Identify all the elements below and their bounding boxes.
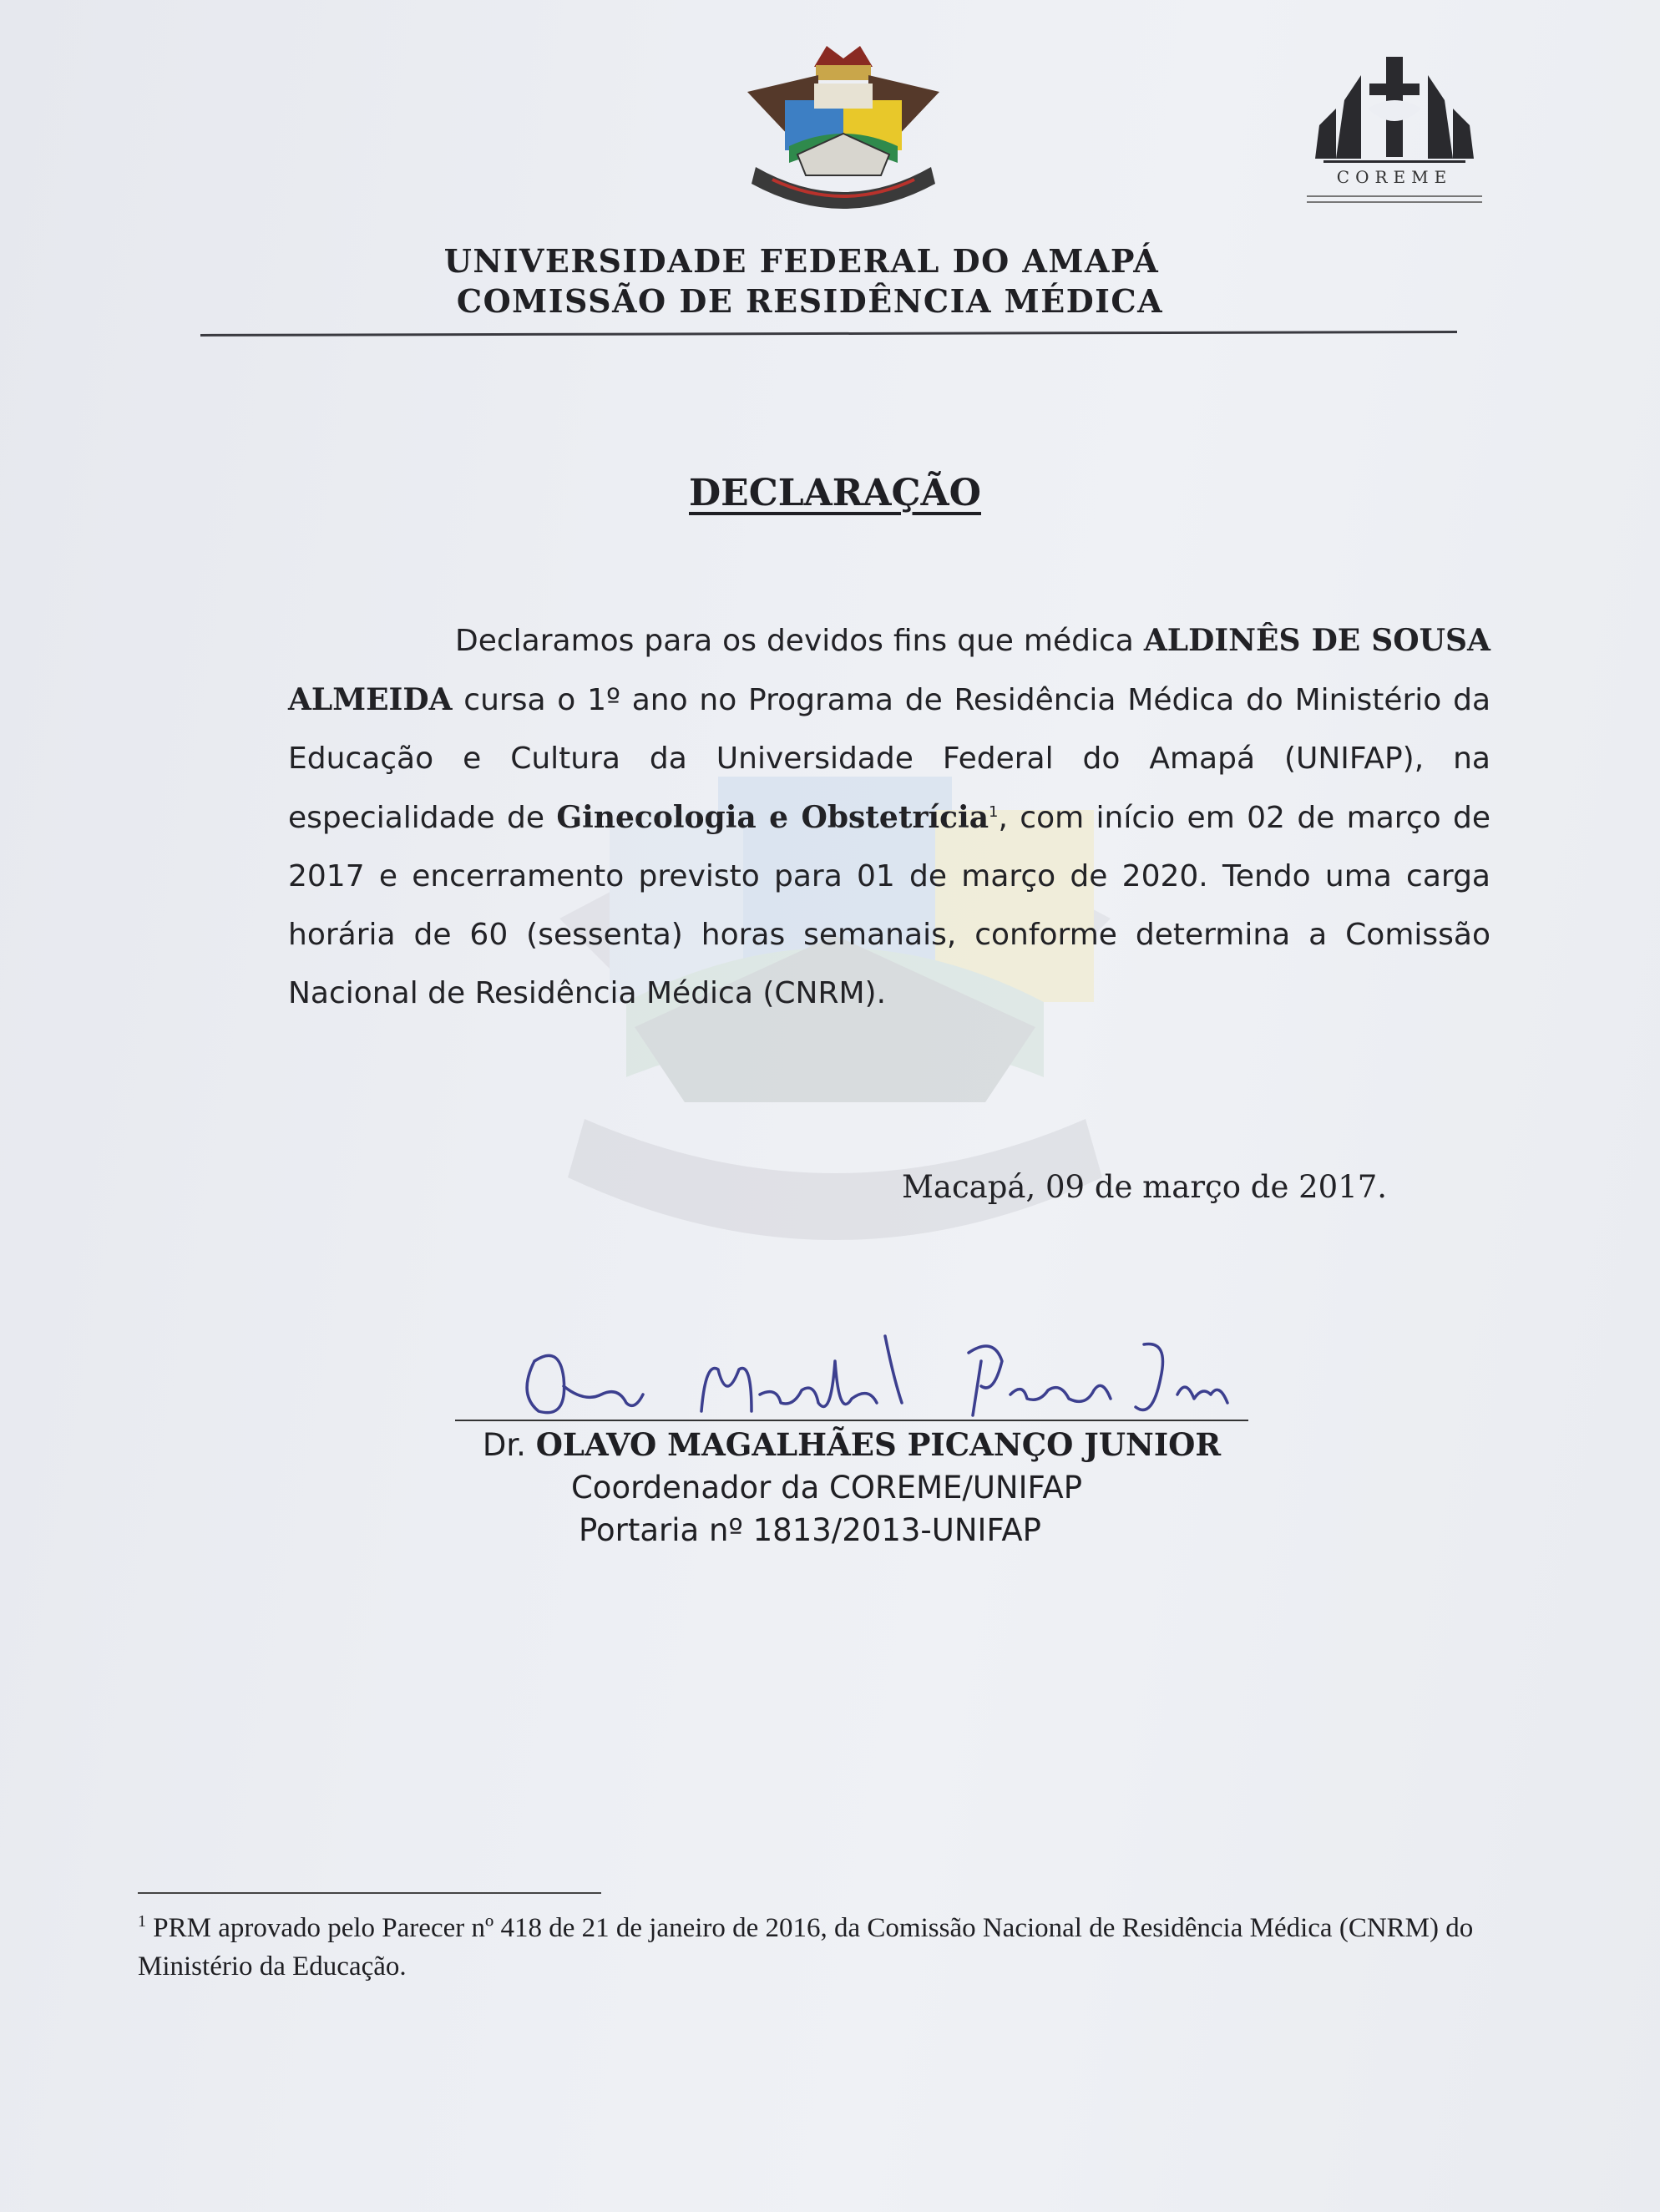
signer-portaria: Portaria nº 1813/2013-UNIFAP xyxy=(579,1512,1041,1548)
footnote-divider xyxy=(138,1892,601,1894)
header-divider xyxy=(200,331,1457,337)
body-part-3: , com início em 02 de março de 2017 e encerramento previsto para 01 de março de 2020. Tendo uma carga horária de 60 (sessenta) horas semanais, conforme determina a Comissão Nacional de Residência Médica (CNRM). xyxy=(288,801,1490,1010)
coreme-logo-icon xyxy=(1303,50,1486,217)
resident-name: ALDINÊS DE SOUSA ALMEIDA xyxy=(288,623,1490,717)
university-name: UNIVERSIDADE FEDERAL DO AMAPÁ xyxy=(443,242,1160,280)
signer-name xyxy=(376,1426,1328,1463)
coreme-subtitle-icon xyxy=(1307,194,1482,205)
coreme-logo-label: COREME xyxy=(1336,167,1453,187)
ufap-coat-of-arms-icon xyxy=(739,42,948,213)
body-intro: Declaramos para os devidos fins que médica xyxy=(455,624,1144,658)
commission-name: COMISSÃO DE RESIDÊNCIA MÉDICA xyxy=(456,282,1164,320)
signer-full-name: OLAVO MAGALHÃES PICANÇO JUNIOR xyxy=(535,1426,1222,1463)
footnote xyxy=(138,1902,1574,1986)
specialty-footnote-mark: 1 xyxy=(989,803,999,821)
footnote-text: PRM aprovado pelo Parecer nº 418 de 21 de janeiro de 2016, da Comissão Nacional de Residência Médica (CNRM) do Ministério da Educação. xyxy=(138,1913,1474,1982)
body-part-2: cursa o 1º ano no Programa de Residência Médica do Ministério da Educação e Cultura da Universidade Federal do Amapá (UNIFAP), na especialidade de xyxy=(288,683,1490,835)
handwritten-signature-icon xyxy=(501,1311,1269,1428)
place-and-date: Macapá, 09 de março de 2017. xyxy=(902,1169,1388,1205)
specialty: Ginecologia e Obstetrícia xyxy=(556,800,989,835)
signer-role: Coordenador da COREME/UNIFAP xyxy=(570,1470,1083,1506)
footnote-mark: 1 xyxy=(138,1912,146,1931)
signature-line xyxy=(455,1420,1248,1421)
signer-title-prefix: Dr. xyxy=(482,1427,536,1463)
document-title: DECLARAÇÃO xyxy=(689,472,981,514)
declaration-body xyxy=(288,611,1490,1023)
